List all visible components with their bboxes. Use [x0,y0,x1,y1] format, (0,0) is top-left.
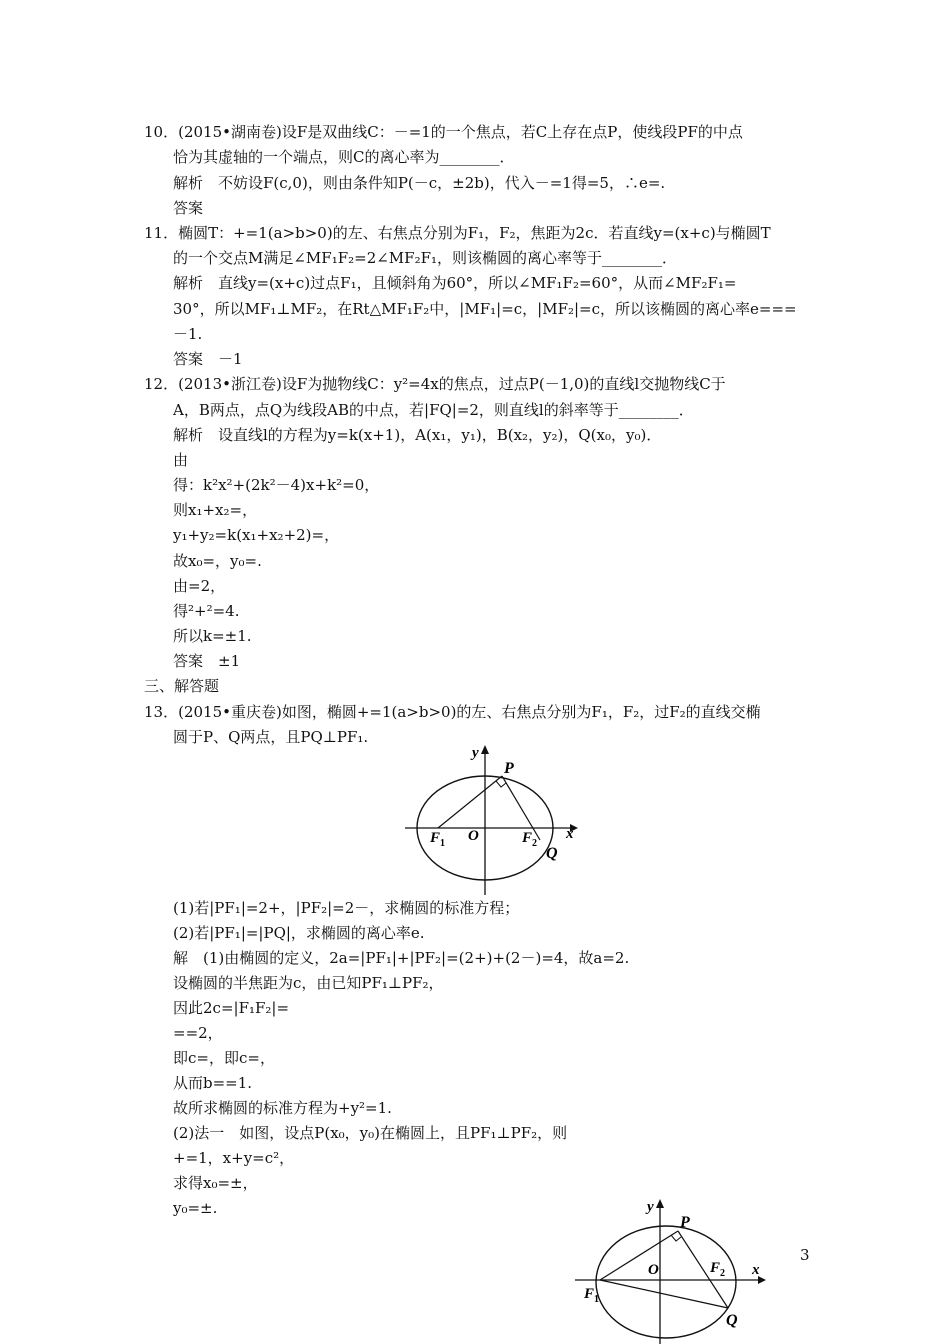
problem-10-line-2: 恰为其虚轴的一个端点，则C的离心率为________． [173,148,515,166]
problem-12-line-2: A，B两点，点Q为线段AB的中点，若|FQ|=2，则直线l的斜率等于________． [173,401,694,419]
fig1-label-f2: F [522,830,533,846]
problem-12-analysis-6: 故x₀=，y₀=. [173,552,262,570]
problem-11-analysis-1: 解析 直线y=(x+c)过点F₁，且倾斜角为60°，所以∠MF₁F₂=60°，从而∠MF₂F₁= [173,274,737,292]
fig2-label-y: y [647,1199,654,1215]
fig1-label-f2-sub: 2 [532,838,537,849]
problem-12-analysis-9: 所以k=±1. [173,627,252,645]
problem-11-line-2: 的一个交点M满足∠MF₁F₂=2∠MF₂F₁，则该椭圆的离心率等于________． [173,249,678,267]
problem-10-analysis: 解析 不妨设F(c,0)，则由条件知P(－c，±2b)，代入－=1得=5，∴e=. [173,174,666,192]
problem-11-answer: 答案 －1 [173,350,243,368]
fig2-label-f2: F [710,1260,721,1276]
problem-13-line-1: 13．(2015•重庆卷)如图，椭圆+=1(a>b>0)的左、右焦点分别为F₁，F₂，过F₂的直线交椭 [144,703,761,721]
problem-12-analysis-3: 得：k²x²+(2k²－4)x+k²=0， [173,476,380,494]
problem-10-line-1: 10．(2015•湖南卷)设F是双曲线C：－=1的一个焦点，若C上存在点P，使线段PF的中点 [144,123,743,141]
fig1-label-o: O [468,828,479,844]
problem-11-analysis-3: －1. [173,325,203,343]
solution-line-9: +=1，x+y=c²， [173,1149,295,1167]
problem-13-part-1: (1)若|PF₁|=2+，|PF₂|=2－，求椭圆的标准方程； [173,899,520,917]
problem-12-analysis-8: 得²+²=4. [173,602,240,620]
problem-13-line-2: 圆于P、Q两点，且PQ⊥PF₁. [173,728,369,746]
fig2-label-f1-sub: 1 [594,1294,599,1305]
fig1-label-x: x [566,826,574,842]
fig2-label-q: Q [726,1312,738,1329]
solution-line-1: 解 (1)由椭圆的定义，2a=|PF₁|+|PF₂|=(2+)+(2－)=4，故a=2. [173,949,630,967]
problem-10-answer: 答案 [173,199,204,217]
solution-line-10: 求得x₀=±， [173,1174,258,1192]
problem-12-answer: 答案 ±1 [173,652,241,670]
solution-line-4: ==2， [173,1024,223,1042]
fig1-label-q: Q [546,845,558,862]
problem-11-analysis-2: 30°，所以MF₁⊥MF₂，在Rt△MF₁F₂中，|MF₁|=c，|MF₂|=c，所以该椭圆的离心率e=== [173,300,797,318]
section-heading: 三、解答题 [144,677,220,695]
solution-line-11: y₀=±. [173,1199,218,1217]
problem-12-analysis-5: y₁+y₂=k(x₁+x₂+2)=， [173,526,340,544]
fig1-label-y: y [472,745,479,761]
problem-12-analysis-1: 解析 设直线l的方程为y=k(x+1)，A(x₁，y₁)，B(x₂，y₂)，Q(x₀，y₀)． [173,426,662,444]
solution-line-7: 故所求椭圆的标准方程为+y²=1. [173,1099,392,1117]
problem-13-part-2: (2)若|PF₁|=|PQ|，求椭圆的离心率e. [173,924,425,942]
problem-12-analysis-4: 则x₁+x₂=， [173,501,258,519]
fig1-label-f1: F [430,830,441,846]
fig2-label-f1: F [584,1286,595,1302]
problem-11-line-1: 11．椭圆T：+=1(a>b>0)的左、右焦点分别为F₁，F₂，焦距为2c．若直线y=(x+c)与椭圆T [144,224,771,242]
fig2-label-o: O [648,1262,659,1278]
solution-line-6: 从而b==1. [173,1074,253,1092]
fig2-label-f2-sub: 2 [720,1268,725,1279]
solution-line-5: 即c=，即c=， [173,1049,275,1067]
solution-line-8: (2)法一 如图，设点P(x₀，y₀)在椭圆上，且PF₁⊥PF₂，则 [173,1124,568,1142]
problem-12-line-1: 12．(2013•浙江卷)设F为抛物线C：y²=4x的焦点，过点P(－1,0)的直线l交抛物线C于 [144,375,726,393]
problem-12-analysis-7: 由=2， [173,577,226,595]
fig2-label-p: P [680,1214,690,1231]
fig1-label-p: P [504,760,514,777]
fig1-label-f1-sub: 1 [440,838,445,849]
solution-line-3: 因此2c=|F₁F₂|= [173,999,290,1017]
solution-line-2: 设椭圆的半焦距为c，由已知PF₁⊥PF₂， [173,974,444,992]
problem-12-analysis-2: 由 [173,451,189,469]
ellipse-figure-1 [400,740,590,900]
fig2-label-x: x [752,1262,760,1278]
ellipse-figure-2 [570,1194,770,1344]
page-number: 3 [800,1246,810,1264]
